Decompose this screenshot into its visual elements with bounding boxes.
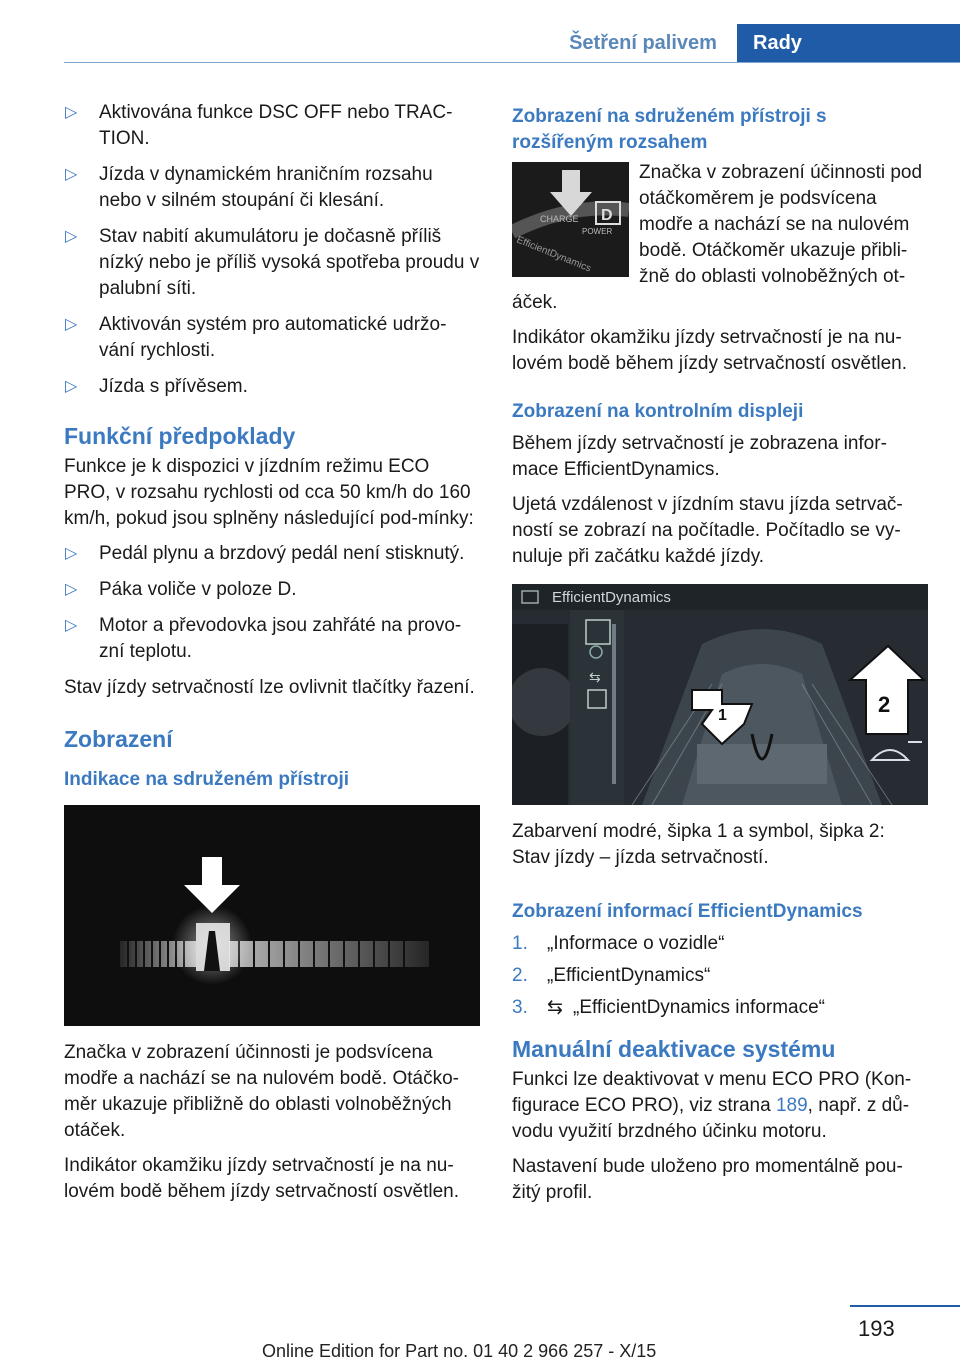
header-rule — [64, 62, 960, 63]
control-text-2: Ujetá vzdálenost v jízdním stavu jízda setrvač-ností se zobrazí na počítadle. Počítadlo se vy-nuluje při začátku každé jízdy. — [512, 494, 903, 567]
triangle-bullet-icon: ▷ — [65, 545, 78, 562]
extended-range-block — [512, 162, 928, 325]
list-item: ▷ Aktivován systém pro automatické udržo-vání rychlosti. — [65, 314, 447, 361]
triangle-bullet-icon: ▷ — [65, 166, 78, 183]
gear-label: D — [601, 207, 613, 224]
list-item: ▷ Aktivována funkce DSC OFF nebo TRAC-TION. — [65, 102, 453, 149]
instrument-indicator-text: Indikátor okamžiku jízdy setrvačností je na nu-lovém bodě během jízdy setrvačností osvětlen. — [64, 1155, 459, 1202]
deactivation-bullet-list — [64, 100, 480, 400]
triangle-bullet-icon: ▷ — [65, 104, 78, 121]
right-column — [512, 100, 928, 1215]
power-label: POWER — [582, 227, 613, 236]
footer-edition: Online Edition for Part no. 01 40 2 966 257 - X/15 — [262, 1341, 657, 1361]
heading-info-display: Zobrazení informací EfficientDynamics — [512, 901, 863, 922]
heading-instrument-cluster: Indikace na sdruženém přístroji — [64, 769, 350, 790]
screen-caption: Zabarvení modré, šipka 1 a symbol, šipka 2: Stav jízdy – jízda setrvačností. — [512, 821, 885, 868]
charge-label: CHARGE — [540, 214, 579, 224]
triangle-bullet-icon: ▷ — [65, 378, 78, 395]
arrow-1-label: 1 — [718, 707, 727, 724]
triangle-bullet-icon: ▷ — [65, 581, 78, 598]
instrument-caption: Značka v zobrazení účinnosti je podsvícena modře a nachází se na nulovém bodě. Otáčko-měr ukazuje přibližně do oblasti volnoběžných otáček. — [64, 1042, 460, 1141]
heading-display: Zobrazení — [64, 726, 173, 752]
list-item: ▷ Jízda v dynamickém hraničním rozsahu nebo v silném stoupání či klesání. — [65, 164, 433, 211]
heading-control-display: Zobrazení na kontrolním displeji — [512, 401, 804, 422]
page-link[interactable]: 189 — [775, 1095, 808, 1116]
page-number: 193 — [858, 1316, 895, 1341]
heading-conditions: Funkční předpoklady — [64, 423, 296, 449]
extended-gauge-image — [512, 162, 629, 277]
triangle-bullet-icon: ▷ — [65, 316, 78, 333]
manual-text: Funkci lze deaktivovat v menu ECO PRO (Kon-figurace ECO PRO), viz strana 189, např. z dů-vodu využití brzdného účinku motoru. — [512, 1069, 912, 1142]
left-column — [64, 100, 480, 1214]
list-item: ▷ Stav nabití akumulátoru je dočasně příliš nízký nebo je příliš vysoká spotřeba proudu v palubní síti. — [65, 226, 480, 299]
heading-extended-range: Zobrazení na sdruženém přístroji s rozšířeným rozsahem — [512, 106, 827, 153]
brand-label: EfficientDynamics — [514, 234, 593, 275]
control-display-image — [512, 584, 928, 805]
info-numbered-list — [512, 931, 928, 1021]
list-item: 2. „EfficientDynamics“ — [512, 965, 711, 986]
instrument-cluster-image — [64, 805, 480, 1026]
triangle-bullet-icon: ▷ — [65, 228, 78, 245]
efficiency-gauge-graphic — [64, 805, 480, 1026]
triangle-bullet-icon: ▷ — [65, 617, 78, 634]
header-section-tab: Šetření palivem — [569, 31, 717, 54]
conditions-text: Funkce je k dispozici v jízdním režimu ECO PRO, v rozsahu rychlosti od cca 50 km/h do 160 km/h, pokud jsou splněny následující pod-mínky: — [64, 456, 474, 529]
extended-range-text: Značka v zobrazení účinnosti pod otáčkoměrem je podsvícena modře a nachází se na nulovém bodě. Otáčkoměr ukazuje přibli-žně do oblasti volnoběžných ot-áček. — [512, 162, 923, 313]
list-item: ▷ Jízda s přívěsem. — [64, 374, 480, 400]
influence-text: Stav jízdy setrvačností lze ovlivnit tlačítky řazení. — [64, 677, 475, 698]
screen-title: EfficientDynamics — [552, 589, 671, 606]
list-item: 1. „Informace o vozidle“ — [512, 933, 725, 954]
list-item: 3. ⇆ „EfficientDynamics informace“ — [512, 995, 928, 1021]
control-text-1: Během jízdy setrvačností je zobrazena infor-mace EfficientDynamics. — [512, 433, 887, 480]
manual-saved-text: Nastavení bude uloženo pro momentálně pou-žitý profil. — [512, 1156, 903, 1203]
arrow-2-label: 2 — [878, 692, 891, 717]
header-chapter-tab: Rady — [737, 24, 960, 62]
footer-rule — [850, 1305, 960, 1307]
list-item: ▷ Pedál plynu a brzdový pedál není stisknutý. — [64, 541, 480, 567]
heading-manual-deactivation: Manuální deaktivace systému — [512, 1036, 836, 1062]
coasting-menu-icon: ⇆ — [589, 669, 601, 685]
conditions-bullet-list — [64, 541, 480, 665]
extended-indicator-text: Indikátor okamžiku jízdy setrvačností je na nu-lovém bodě během jízdy setrvačností osvětlen. — [512, 327, 907, 374]
list-item: ▷ Páka voliče v poloze D. — [64, 577, 480, 603]
list-item: ▷ Motor a převodovka jsou zahřáté na provo-zní teplotu. — [65, 615, 462, 662]
coasting-symbol-icon: ⇆ — [547, 997, 563, 1018]
